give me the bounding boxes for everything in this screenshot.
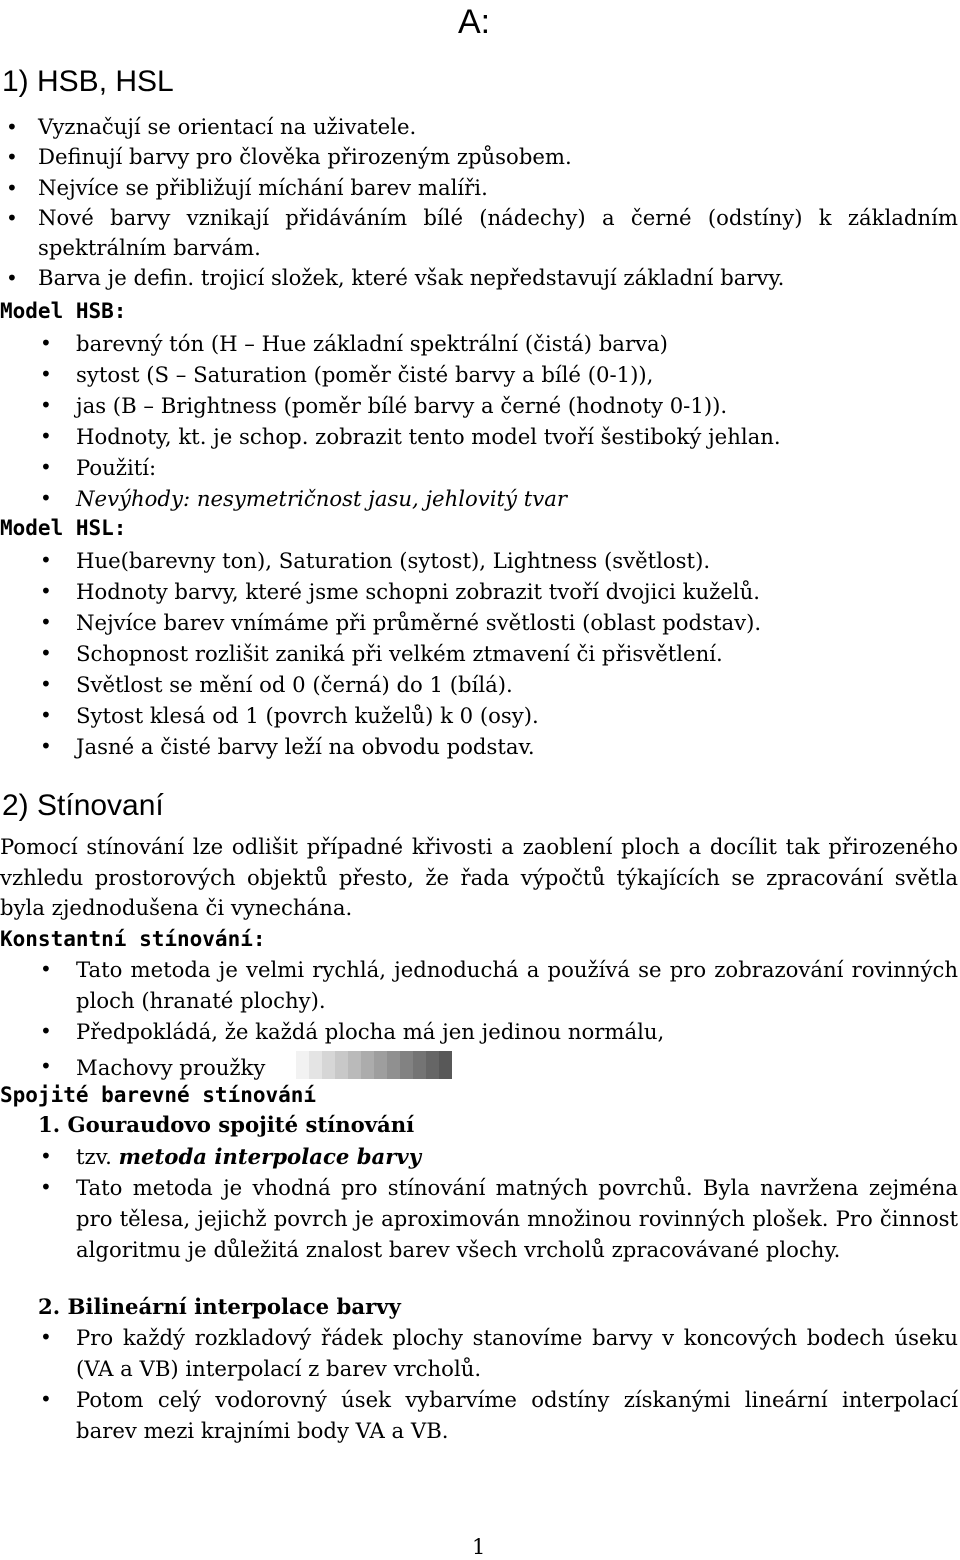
gouraud-bullet1-prefix: tzv.: [76, 1144, 112, 1169]
bilinear-heading: [38, 1292, 401, 1322]
list-item: • Předpokládá, že každá plocha má jen jedinou normálu,: [0, 1016, 958, 1047]
mach-band-cell: [426, 1051, 439, 1079]
list-item: • Jasné a čisté barvy leží na obvodu podstav.: [0, 731, 958, 762]
hsl-bullet-list: [0, 545, 958, 762]
gouraud-heading: [38, 1110, 414, 1140]
list-item: • Nejvíce se přibližují míchání barev malíři.: [0, 173, 958, 203]
section1-bullet-list: [0, 112, 958, 294]
list-item: • Pro každý rozkladový řádek plochy stanovíme barvy v koncových bodech úseku (VA a VB) interpolací z barev vrcholů.: [0, 1322, 958, 1384]
list-item: • barevný tón (H – Hue základní spektrální (čistá) barva): [0, 328, 958, 359]
mach-band-cell: [296, 1051, 309, 1079]
gouraud-bullet-list: [0, 1141, 958, 1265]
smooth-shading-heading: Spojité barevné stínování: [0, 1083, 317, 1107]
constant-shading-heading: Konstantní stínování:: [0, 927, 266, 951]
list-item: [0, 1051, 958, 1083]
gouraud-number: 1.: [38, 1112, 61, 1137]
hsb-bullet-list: [0, 328, 958, 514]
mach-band-cell: [439, 1051, 452, 1079]
list-item: • Potom celý vodorovný úsek vybarvíme odstíny získanými lineární interpolací barev mezi krajními body VA a VB.: [0, 1384, 958, 1446]
bilinear-bullet-list: [0, 1322, 958, 1446]
mach-band-cell: [413, 1051, 426, 1079]
gouraud-bullet1-emphasis: metoda interpolace barvy: [118, 1144, 422, 1169]
header-letter: A:: [458, 3, 491, 41]
list-item: • Tato metoda je vhodná pro stínování matných povrchů. Byla navržena zejména pro tělesa, jejichž povrch je aproximován množinou rovinných plošek. Pro činnost algoritmu je důležitá znalost barev všech vrcholů zpracovávané plochy.: [0, 1172, 958, 1265]
hsb-heading: Model HSB:: [0, 299, 127, 323]
list-item: • Nejvíce barev vnímáme při průměrné světlosti (oblast podstav).: [0, 607, 958, 638]
list-item: • Schopnost rozlišit zaniká při velkém ztmavení či přisvětlení.: [0, 638, 958, 669]
list-item: • Hue(barevny ton), Saturation (sytost), Lightness (světlost).: [0, 545, 958, 576]
list-item: • Vyznačují se orientací na uživatele.: [0, 112, 958, 142]
mach-band-cell: [387, 1051, 400, 1079]
list-item: • Nové barvy vznikají přidáváním bílé (nádechy) a černé (odstíny) k základním spektrálním barvám.: [0, 203, 958, 264]
mach-band-cell: [374, 1051, 387, 1079]
mach-band-cell: [322, 1051, 335, 1079]
gouraud-title: Gouraudovo spojité stínování: [67, 1112, 415, 1137]
mach-bands-swatch: [296, 1051, 452, 1079]
list-item: • Tato metoda je velmi rychlá, jednoduchá a používá se pro zobrazování rovinných ploch (hranaté plochy).: [0, 954, 958, 1016]
list-item: • Definují barvy pro člověka přirozeným způsobem.: [0, 142, 958, 172]
mach-band-cell: [361, 1051, 374, 1079]
list-item: • Barva je defin. trojicí složek, které však nepředstavují základní barvy.: [0, 263, 958, 293]
bilinear-number: 2.: [38, 1294, 61, 1319]
list-item: • Sytost klesá od 1 (povrch kuželů) k 0 (osy).: [0, 700, 958, 731]
list-item: • Použití:: [0, 452, 958, 483]
bilinear-title: Bilineární interpolace barvy: [67, 1294, 401, 1319]
list-item: • Hodnoty barvy, které jsme schopni zobrazit tvoří dvojici kuželů.: [0, 576, 958, 607]
list-item: [0, 1141, 958, 1172]
mach-band-cell: [400, 1051, 413, 1079]
mach-band-cell: [309, 1051, 322, 1079]
list-item: • Hodnoty, kt. je schop. zobrazit tento model tvoří šestiboký jehlan.: [0, 421, 958, 452]
section2-intro: Pomocí stínování lze odlišit případné křivosti a zaoblení ploch a docílit tak přirozeného vzhledu prostorových objektů přesto, že řada výpočtů týkajících se zpracování světla byla zjednodušena či vynechána.: [0, 834, 958, 920]
mach-band-cell: [335, 1051, 348, 1079]
list-item: • Světlost se mění od 0 (černá) do 1 (bílá).: [0, 669, 958, 700]
constant-shading-list: [0, 954, 958, 1083]
list-item: • jas (B – Brightness (poměr bílé barvy a černé (hodnoty 0-1)).: [0, 390, 958, 421]
mach-bands-label: Machovy proužky: [76, 1055, 266, 1080]
section2-title: 2) Stínovaní: [2, 789, 164, 822]
mach-band-cell: [348, 1051, 361, 1079]
section1-title: 1) HSB, HSL: [2, 65, 174, 98]
page-number: 1: [472, 1535, 486, 1559]
list-item: • Nevýhody: nesymetričnost jasu, jehlovitý tvar: [0, 483, 958, 514]
list-item: • sytost (S – Saturation (poměr čisté barvy a bílé (0-1)),: [0, 359, 958, 390]
hsl-heading: Model HSL:: [0, 516, 127, 540]
